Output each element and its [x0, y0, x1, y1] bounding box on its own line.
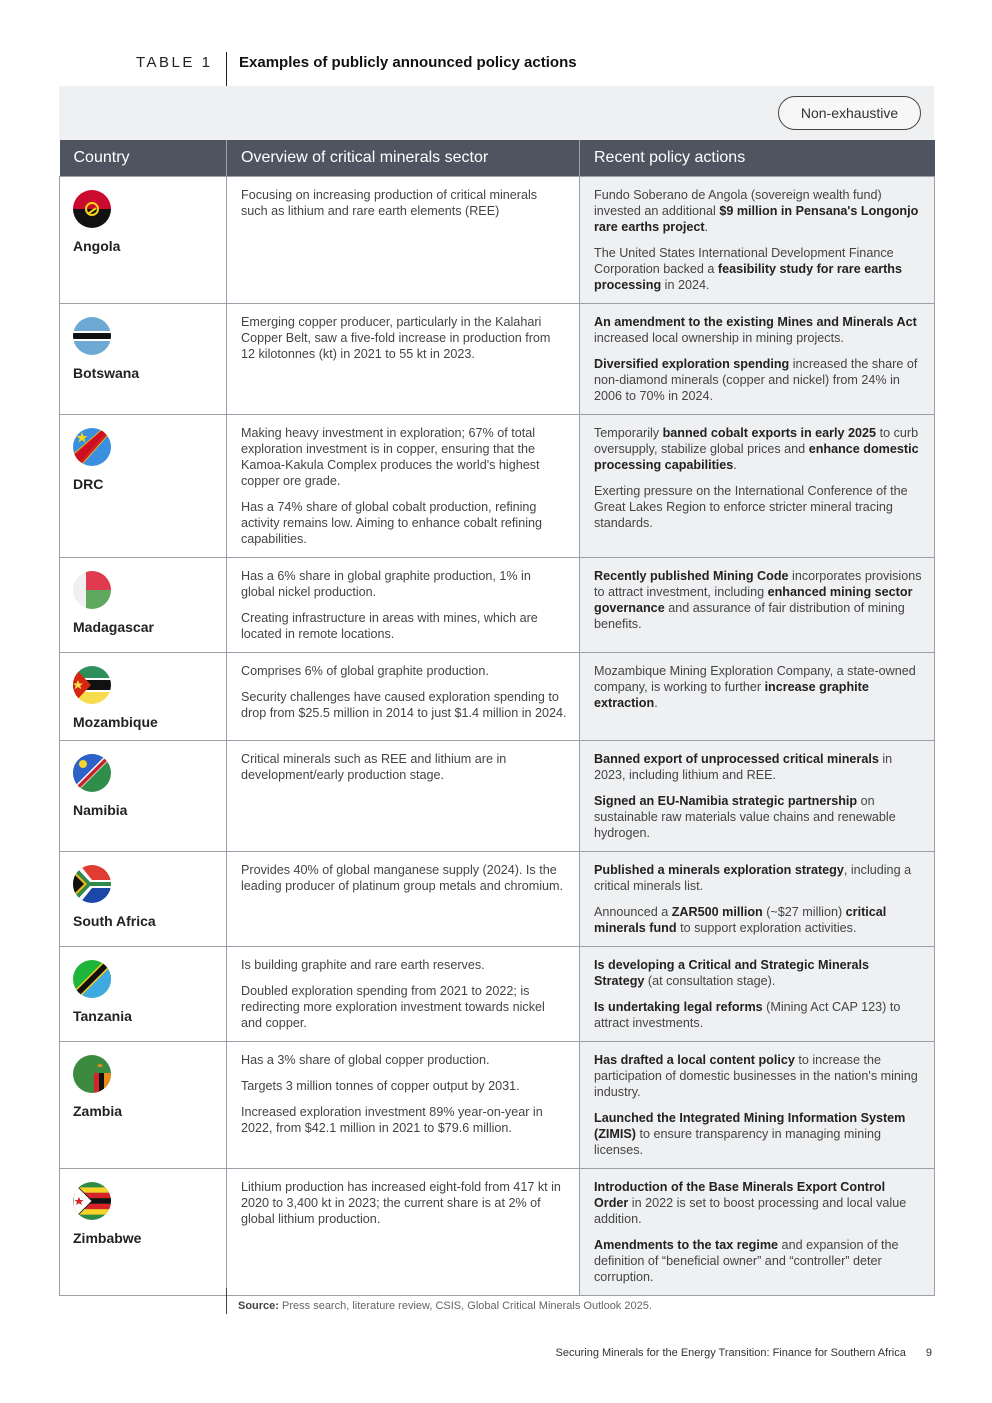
country-name: Angola [73, 237, 121, 254]
page-footer [556, 1347, 932, 1359]
action-text: increased the share of non-diamond minerals (copper and nickel) from 24% in 2006 to 70% in 2024. [594, 356, 918, 403]
overview-cell [227, 557, 580, 652]
actions-cell [580, 1168, 935, 1295]
actions-cell [580, 176, 935, 303]
overview-paragraph: Lithium production has increased eight-fold from 417 kt in 2020 to 3,400 kt in 2023; the current share is at 2% of global lithium production. [241, 1179, 561, 1226]
action-highlight: enhance domestic processing capabilities [594, 441, 919, 472]
action-highlight: Recently published Mining Code [594, 568, 789, 583]
country-cell [60, 740, 227, 851]
action-highlight: Amendments to the tax regime [594, 1237, 779, 1252]
overview-paragraph: Critical minerals such as REE and lithium are in development/early production stage. [241, 751, 507, 782]
overview-paragraph: Doubled exploration spending from 2021 to 2022; is redirecting more exploration investment towards nickel and copper. [241, 983, 545, 1030]
overview-cell [227, 1168, 580, 1295]
action-paragraph [594, 999, 922, 1031]
south-africa-flag-icon [73, 865, 111, 903]
action-text: (~$27 million) [762, 904, 846, 919]
action-paragraph [594, 483, 922, 531]
source-label: Source: [238, 1300, 279, 1312]
action-highlight: Diversified exploration spending [594, 356, 790, 371]
action-text: Fundo Soberano de Angola (sovereign wealth fund) invested an additional [594, 187, 882, 218]
action-text: The United States International Development Finance Corporation backed a [594, 245, 894, 276]
country-cell [60, 851, 227, 946]
actions-cell [580, 652, 935, 740]
overview-cell [227, 303, 580, 414]
action-highlight: Launched the Integrated Mining Information System (ZIMIS) [594, 1110, 906, 1141]
action-text: (Mining Act CAP 123) to attract investments. [594, 999, 901, 1030]
action-text: . [654, 695, 658, 710]
country-cell [60, 557, 227, 652]
overview-paragraph: Comprises 6% of global graphite production. [241, 663, 489, 678]
table-row [60, 652, 935, 740]
country-name: Madagascar [73, 618, 154, 635]
overview-cell [227, 946, 580, 1041]
table-row [60, 176, 935, 303]
badge-panel [59, 86, 934, 140]
overview-paragraph: Has a 3% share of global copper production. [241, 1052, 490, 1067]
table-header [136, 52, 577, 86]
action-text: to ensure transparency in managing mining licenses. [594, 1126, 882, 1157]
action-highlight: banned cobalt exports in early 2025 [662, 425, 877, 440]
action-paragraph [594, 862, 922, 894]
action-paragraph [594, 751, 922, 783]
country-cell [60, 176, 227, 303]
action-paragraph [594, 1179, 922, 1227]
actions-cell [580, 1041, 935, 1168]
action-text: Mozambique Mining Exploration Company, a state-owned company, is working to further [594, 663, 916, 694]
table-row [60, 557, 935, 652]
action-highlight: Banned export of unprocessed critical minerals [594, 751, 879, 766]
action-highlight: feasibility study for rare earths processing [594, 261, 902, 292]
action-paragraph [594, 663, 922, 711]
overview-paragraph: Focusing on increasing production of critical minerals such as lithium and rare earth elements (REE) [241, 187, 538, 218]
action-text: and assurance of fair distribution of mining benefits. [594, 600, 905, 631]
country-name: Namibia [73, 801, 128, 818]
action-text: . [704, 219, 709, 234]
angola-flag-icon [73, 190, 111, 228]
action-text: incorporates provisions to attract investment, including [594, 568, 922, 599]
overview-paragraph: Has a 74% share of global cobalt production, refining activity remains low. Aiming to enhance cobalt refining capabilities. [241, 499, 543, 546]
country-name: DRC [73, 475, 104, 492]
country-name: Botswana [73, 364, 140, 381]
action-paragraph [594, 1237, 922, 1285]
table-row [60, 851, 935, 946]
overview-paragraph: Provides 40% of global manganese supply (2024). Is the leading producer of platinum group metals and chromium. [241, 862, 564, 893]
tanzania-flag-icon [73, 960, 111, 998]
overview-paragraph: Creating infrastructure in areas with mines, which are located in remote locations. [241, 610, 538, 641]
actions-cell [580, 851, 935, 946]
action-text: to increase the participation of domestic businesses in the nation's mining industry. [594, 1052, 918, 1099]
country-cell [60, 1168, 227, 1295]
action-highlight: $9 million in Pensana's Longonjo rare earths project [594, 203, 919, 234]
action-paragraph [594, 957, 922, 989]
action-highlight: Published a minerals exploration strategy [594, 862, 844, 877]
overview-cell [227, 851, 580, 946]
action-highlight: increase graphite extraction [594, 679, 869, 710]
action-text: in 2022 is set to boost processing and local value addition. [594, 1195, 907, 1226]
action-text: Announced a [594, 904, 672, 919]
column-header-overview: Overview of critical minerals sector [227, 140, 580, 176]
non-exhaustive-badge: Non-exhaustive [778, 96, 921, 130]
overview-cell [227, 652, 580, 740]
action-text: Exerting pressure on the International Conference of the Great Lakes Region to enforce stricter mineral tracing standards. [594, 483, 908, 530]
madagascar-flag-icon [73, 571, 111, 609]
country-name: South Africa [73, 912, 156, 929]
actions-cell [580, 303, 935, 414]
action-text: to support exploration activities. [676, 920, 857, 935]
country-cell [60, 652, 227, 740]
actions-cell [580, 946, 935, 1041]
country-name: Zambia [73, 1102, 123, 1119]
overview-paragraph: Making heavy investment in exploration; 67% of total exploration investment is in copper, ensuring that the Kamoa-Kakula Complex produces the world's highest copper ore grade. [241, 425, 540, 488]
country-cell [60, 414, 227, 557]
overview-paragraph: Is building graphite and rare earth reserves. [241, 957, 485, 972]
drc-flag-icon [73, 428, 111, 466]
table-tag: TABLE 1 [136, 54, 213, 71]
table-row [60, 946, 935, 1041]
action-text: increased local ownership in mining projects. [594, 330, 844, 345]
column-header-actions: Recent policy actions [580, 140, 935, 176]
overview-cell [227, 176, 580, 303]
overview-cell [227, 1041, 580, 1168]
action-paragraph [594, 1110, 922, 1158]
country-name: Mozambique [73, 713, 158, 730]
action-paragraph [594, 245, 922, 293]
source-note [226, 1288, 652, 1314]
action-highlight: Signed an EU-Namibia strategic partnership [594, 793, 858, 808]
action-highlight: An amendment to the existing Mines and Minerals Act [594, 314, 917, 329]
overview-cell [227, 740, 580, 851]
zimbabwe-flag-icon [73, 1182, 111, 1220]
action-paragraph [594, 356, 922, 404]
country-cell [60, 303, 227, 414]
table-title: Examples of publicly announced policy actions [239, 54, 577, 71]
actions-cell [580, 414, 935, 557]
page-number: 9 [925, 1347, 932, 1359]
action-highlight: critical minerals fund [594, 904, 887, 935]
action-paragraph [594, 793, 922, 841]
action-paragraph [594, 904, 922, 936]
action-text: , including a critical minerals list. [594, 862, 912, 893]
action-highlight: ZAR500 million [671, 904, 763, 919]
overview-paragraph: Emerging copper producer, particularly in the Kalahari Copper Belt, saw a five-fold increase in production from 12 kilotonnes (kt) in 2021 to 55 kt in 2023. [241, 314, 551, 361]
action-paragraph [594, 425, 922, 473]
country-cell [60, 946, 227, 1041]
action-text: and expansion of the definition of “beneficial owner” and “controller” deter corruption. [594, 1237, 899, 1284]
country-cell [60, 1041, 227, 1168]
table-row [60, 1168, 935, 1295]
actions-cell [580, 740, 935, 851]
action-text: Temporarily [594, 425, 663, 440]
action-text: . [733, 457, 737, 472]
overview-paragraph: Targets 3 million tonnes of copper output by 2031. [241, 1078, 520, 1093]
action-highlight: Is developing a Critical and Strategic Minerals Strategy [594, 957, 870, 988]
action-text: (at consultation stage). [644, 973, 776, 988]
action-text: in 2024. [661, 277, 710, 292]
table-header-row [60, 140, 935, 176]
footer-title: Securing Minerals for the Energy Transition: [555, 1347, 770, 1359]
overview-paragraph: Increased exploration investment 89% year-on-year in 2022, from $42.1 million in 2021 to $79.6 million. [241, 1104, 543, 1135]
action-highlight: enhanced mining sector governance [594, 584, 913, 615]
overview-paragraph: Security challenges have caused exploration spending to drop from $25.5 million in 2014 to just $1.4 million in 2024. [241, 689, 567, 720]
source-text: Press search, literature review, CSIS, Global Critical Minerals Outlook 2025. [278, 1300, 652, 1312]
actions-cell [580, 557, 935, 652]
action-highlight: Has drafted a local content policy [594, 1052, 795, 1067]
overview-paragraph: Has a 6% share in global graphite production, 1% in global nickel production. [241, 568, 531, 599]
action-highlight: Introduction of the Base Minerals Export Control Order [594, 1179, 886, 1210]
action-paragraph [594, 187, 922, 235]
action-text: on sustainable raw materials value chains and renewable hydrogen. [594, 793, 896, 840]
policy-table [59, 140, 935, 1296]
action-highlight: Is undertaking legal reforms [594, 999, 763, 1014]
action-paragraph [594, 568, 922, 632]
action-paragraph [594, 314, 922, 346]
namibia-flag-icon [73, 754, 111, 792]
mozambique-flag-icon [73, 666, 111, 704]
table-row [60, 1041, 935, 1168]
botswana-flag-icon [73, 317, 111, 355]
action-text: to curb oversupply, stabilize global prices and [594, 425, 919, 456]
column-header-country: Country [60, 140, 227, 176]
action-text: in 2023, including lithium and REE. [594, 751, 893, 782]
zambia-flag-icon [73, 1055, 111, 1093]
country-name: Zimbabwe [73, 1229, 142, 1246]
table-row [60, 414, 935, 557]
country-name: Tanzania [73, 1007, 132, 1024]
table-row [60, 740, 935, 851]
action-paragraph [594, 1052, 922, 1100]
table-row [60, 303, 935, 414]
footer-subtitle: Finance for Southern Africa [769, 1347, 906, 1359]
overview-cell [227, 414, 580, 557]
